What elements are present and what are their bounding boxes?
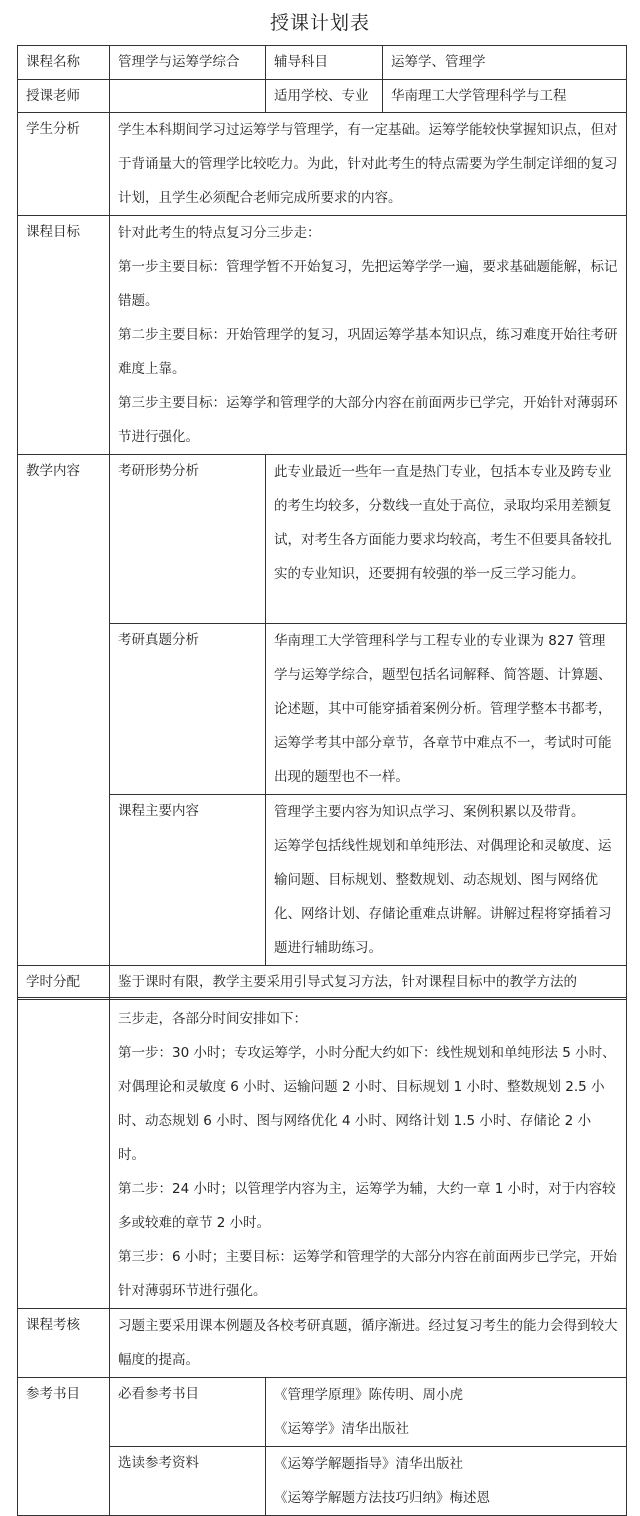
required-label: 必看参考书目 bbox=[110, 1378, 266, 1447]
goal-cell bbox=[110, 216, 627, 455]
course-name-value: 管理学与运筹学综合 bbox=[110, 46, 266, 80]
page-title: 授课计划表 bbox=[269, 12, 370, 34]
teacher-value bbox=[110, 79, 266, 113]
trend-label: 考研形势分析 bbox=[110, 455, 266, 624]
plan-table-part1 bbox=[17, 45, 627, 1000]
trend-text: 此专业最近一些年一直是热门专业，包括本专业及跨专业的考生均较多，分数线一直处于高位，录取均采用差额复试，对考生各方面能力要求均较高，考生不但要具备较扎实的专业知识，还要拥有较强的举一反三学习能力。 bbox=[266, 455, 627, 624]
school-label: 适用学校、专业 bbox=[266, 79, 383, 113]
optional-book-2: 《运筹学解题方法技巧归纳》梅述恩 bbox=[274, 1490, 490, 1506]
plan-table-part2 bbox=[17, 997, 627, 1516]
goal-label: 课程目标 bbox=[18, 216, 110, 455]
hours-step1: 第一步：30 小时；专攻运筹学，小时分配大约如下：线性规划和单纯形法 5 小时、对偶理论和灵敏度 6 小时、运输问题 2 小时、目标规划 1 小时、整数规划 2.5 小时、动态规划 6 小时、图与网络优化 4 小时、网络计划 1.5 小时、存储论 2 小时。 bbox=[118, 1045, 616, 1163]
teacher-label: 授课老师 bbox=[18, 79, 110, 113]
assess-label: 课程考核 bbox=[18, 1309, 110, 1378]
goal-step1: 第一步主要目标：管理学暂不开始复习，先把运筹学学一遍，要求基础题能解，标记错题。 bbox=[118, 259, 618, 309]
main-text-2: 运筹学包括线性规划和单纯形法、对偶理论和灵敏度、运输问题、目标规划、整数规划、动态规划、图与网络优化、网络计划、存储论重难点讲解。讲解过程将穿插着习题进行辅助练习。 bbox=[274, 838, 612, 956]
goal-intro: 针对此考生的特点复习分三步走： bbox=[118, 225, 321, 241]
hours-step3: 第三步：6 小时；主要目标：运筹学和管理学的大部分内容在前面两步已学完，开始针对薄弱环节进行强化。 bbox=[118, 1249, 617, 1299]
hours-label-cont bbox=[18, 998, 110, 1309]
required-book-2: 《运筹学》清华出版社 bbox=[274, 1421, 409, 1437]
required-cell bbox=[266, 1378, 627, 1447]
subject-value: 运筹学、管理学 bbox=[383, 46, 627, 80]
analysis-text: 学生本科期间学习过运筹学与管理学，有一定基础。运筹学能较快掌握知识点，但对于背诵量大的管理学比较吃力。为此，针对此考生的特点需要为学生制定详细的复习计划，且学生必须配合老师完成所要求的内容。 bbox=[110, 113, 627, 216]
optional-cell bbox=[266, 1447, 627, 1516]
hours-intro: 鉴于课时有限，教学主要采用引导式复习方法，针对课程目标中的教学方法的 bbox=[110, 966, 627, 1000]
hours-label: 学时分配 bbox=[18, 966, 110, 1000]
optional-label: 选读参考资料 bbox=[110, 1447, 266, 1516]
main-text-1: 管理学主要内容为知识点学习、案例积累以及带背。 bbox=[274, 804, 585, 820]
hours-cell bbox=[110, 998, 627, 1309]
course-name-label: 课程名称 bbox=[18, 46, 110, 80]
exam-label: 考研真题分析 bbox=[110, 624, 266, 795]
main-label: 课程主要内容 bbox=[110, 795, 266, 966]
hours-cont: 三步走，各部分时间安排如下： bbox=[118, 1011, 307, 1027]
hours-step2: 第二步：24 小时；以管理学内容为主，运筹学为辅，大约一章 1 小时，对于内容较多或较难的章节 2 小时。 bbox=[118, 1181, 616, 1231]
main-cell bbox=[266, 795, 627, 966]
optional-book-1: 《运筹学解题指导》清华出版社 bbox=[274, 1456, 463, 1472]
goal-step2: 第二步主要目标：开始管理学的复习，巩固运筹学基本知识点，练习难度开始往考研难度上靠。 bbox=[118, 327, 618, 377]
assess-text: 习题主要采用课本例题及各校考研真题，循序渐进。经过复习考生的能力会得到较大幅度的提高。 bbox=[110, 1309, 627, 1378]
school-value: 华南理工大学管理科学与工程 bbox=[383, 79, 627, 113]
ref-label: 参考书目 bbox=[18, 1378, 110, 1516]
goal-step3: 第三步主要目标：运筹学和管理学的大部分内容在前面两步已学完，开始针对薄弱环节进行强化。 bbox=[118, 395, 618, 445]
exam-text: 华南理工大学管理科学与工程专业的专业课为 827 管理学与运筹学综合，题型包括名词解释、简答题、计算题、论述题，其中可能穿插着案例分析。管理学整本书都考，运筹学考其中部分章节，各章节中难点不一，考试时可能出现的题型也不一样。 bbox=[266, 624, 627, 795]
required-book-1: 《管理学原理》陈传明、周小虎 bbox=[274, 1387, 463, 1403]
content-label: 教学内容 bbox=[18, 455, 110, 966]
analysis-label: 学生分析 bbox=[18, 113, 110, 216]
subject-label: 辅导科目 bbox=[266, 46, 383, 80]
